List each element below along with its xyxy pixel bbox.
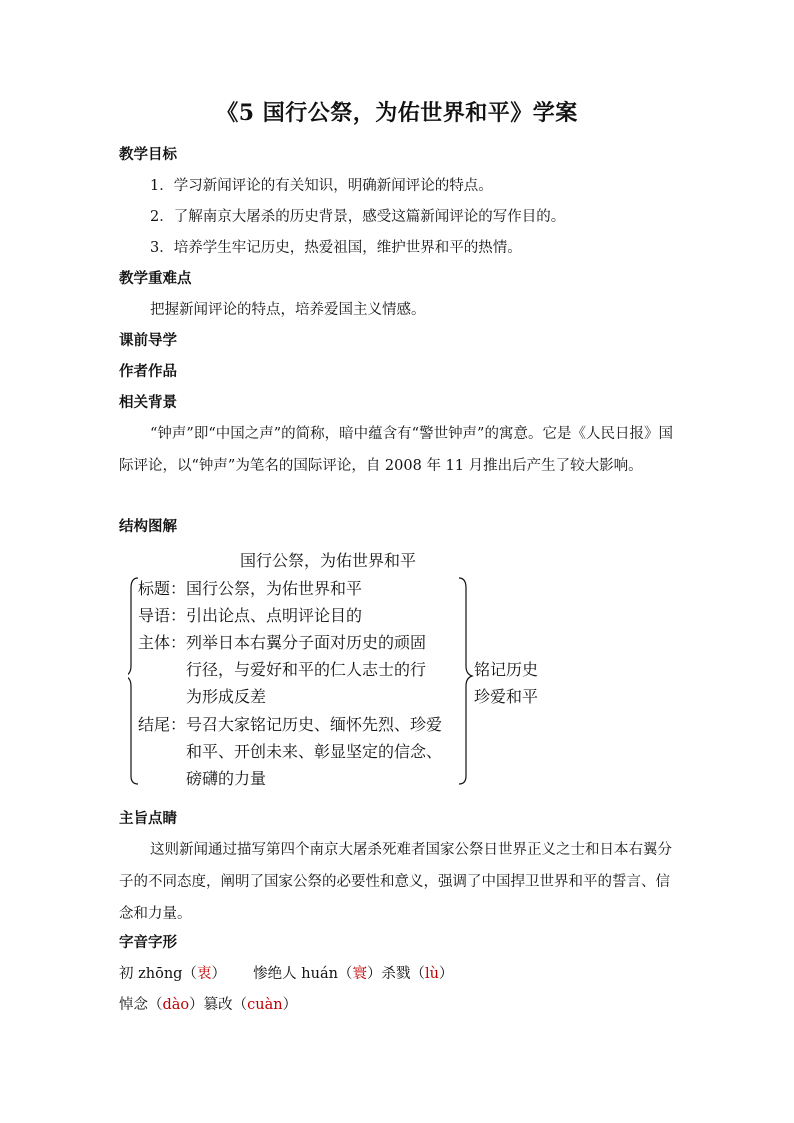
background-heading: 相关背景 (119, 394, 177, 411)
diagram-title: 国行公祭，为佑世界和平 (240, 551, 417, 570)
key-points-heading: 教学重难点 (119, 270, 192, 287)
diagram-row: 标题：国行公祭，为佑世界和平 (138, 579, 363, 598)
objective-item: 1．学习新闻评论的有关知识，明确新闻评论的特点。 (150, 178, 493, 194)
objectives-heading: 教学目标 (119, 146, 177, 163)
theme-text: 这则新闻通过描写第四个南京大屠杀死难者国家公祭日世界正义之士和日本右翼分子的不同态度，阐明了国家公祭的必要性和意义，强调了中国捍卫世界和平的誓言、信念和力量。 (119, 842, 672, 922)
diagram-row: 导语：引出论点、点明评论目的 (138, 606, 363, 625)
answer-text: lù (424, 966, 439, 982)
diagram-right-label: 铭记历史 (474, 660, 539, 679)
characters-heading: 字音字形 (119, 934, 177, 951)
term-text: ） (438, 966, 454, 982)
page-title: 《5 国行公祭，为佑世界和平》学案 (216, 100, 578, 126)
theme-heading: 主旨点睛 (119, 810, 177, 827)
answer-text: 寰 (352, 966, 367, 982)
diagram-row: 为形成反差 (186, 687, 267, 706)
objective-item: 2．了解南京大屠杀的历史背景，感受这篇新闻评论的写作目的。 (150, 209, 566, 225)
right-brace (459, 578, 472, 784)
preview-heading: 课前导学 (119, 332, 177, 349)
structure-heading: 结构图解 (119, 518, 177, 535)
term-text: 初 zhōng（ (119, 966, 197, 982)
diagram-row: 结尾：号召大家铭记历史、缅怀先烈、珍爱 (138, 715, 443, 734)
diagram-row: 和平、开创未来、彰显坚定的信念、 (186, 742, 443, 761)
term-text: ）篡改（ (189, 997, 248, 1013)
term-text: 惨绝人 huán（ (253, 966, 353, 982)
term-text: ） (211, 966, 226, 982)
left-brace (128, 578, 138, 784)
diagram-right-label: 珍爱和平 (474, 687, 539, 706)
diagram-row: 行径，与爱好和平的仁人志士的行 (186, 660, 427, 679)
answer-text: dào (162, 997, 190, 1013)
characters-line-1 (119, 965, 453, 983)
background-text: “钟声”即“中国之声”的简称，暗中蕴含有“警世钟声”的寓意。它是《人民日报》国际评论，以“钟声”为笔名的国际评论，自 2008 年 11 月推出后产生了较大影响。 (119, 426, 673, 474)
diagram-row: 磅礴的力量 (186, 769, 267, 788)
term-text: ）杀戮（ (366, 966, 425, 982)
answer-text: cuàn (247, 997, 283, 1013)
key-points-text: 把握新闻评论的特点，培养爱国主义情感。 (150, 302, 426, 318)
structure-diagram (128, 548, 568, 798)
objective-item: 3．培养学生牢记历史，热爱祖国，维护世界和平的热情。 (150, 240, 522, 256)
term-text: ） (282, 997, 298, 1013)
answer-text: 衷 (196, 966, 212, 982)
diagram-row: 主体：列举日本右翼分子面对历史的顽固 (138, 633, 427, 652)
characters-line-2 (119, 996, 297, 1014)
author-heading: 作者作品 (119, 363, 177, 380)
term-text: 悼念（ (119, 997, 163, 1013)
